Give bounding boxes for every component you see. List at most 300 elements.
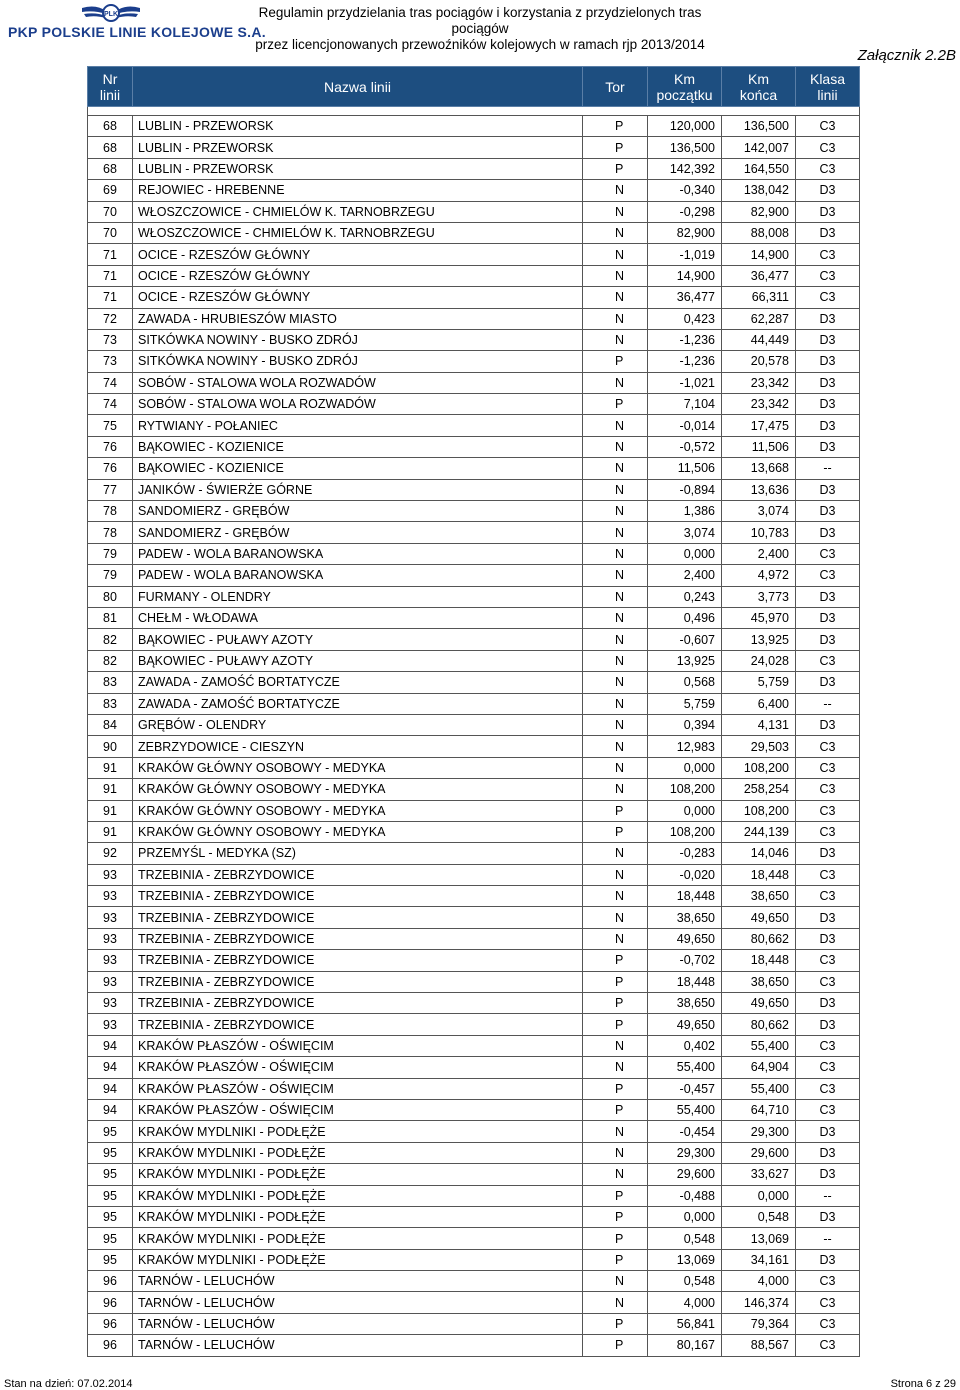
cell-line-number: 68 bbox=[88, 137, 133, 158]
plk-winged-emblem-icon bbox=[80, 2, 142, 26]
cell-line-number: 80 bbox=[88, 586, 133, 607]
table-row bbox=[88, 993, 860, 1014]
col-header-tor-text-0: Tor bbox=[605, 78, 625, 95]
cell-km-end: 14,046 bbox=[722, 843, 796, 864]
cell-line-class: C3 bbox=[796, 1078, 860, 1099]
cell-line-name: KRAKÓW PŁASZÓW - OŚWIĘCIM bbox=[133, 1099, 583, 1120]
table-row bbox=[88, 436, 860, 457]
cell-line-number: 91 bbox=[88, 779, 133, 800]
table-row bbox=[88, 672, 860, 693]
col-header-nr bbox=[88, 67, 133, 107]
table-row bbox=[88, 1014, 860, 1035]
cell-line-number: 78 bbox=[88, 501, 133, 522]
cell-km-end: 62,287 bbox=[722, 308, 796, 329]
cell-km-start: -0,457 bbox=[648, 1078, 722, 1099]
cell-km-start: 56,841 bbox=[648, 1313, 722, 1334]
table-row bbox=[88, 137, 860, 158]
cell-line-name: KRAKÓW PŁASZÓW - OŚWIĘCIM bbox=[133, 1057, 583, 1078]
table-row bbox=[88, 522, 860, 543]
col-header-class-text-0: Klasa bbox=[809, 70, 846, 87]
cell-track: N bbox=[583, 1035, 648, 1056]
cell-km-end: 0,548 bbox=[722, 1206, 796, 1227]
cell-km-start: 49,650 bbox=[648, 928, 722, 949]
cell-line-name: REJOWIEC - HREBENNE bbox=[133, 180, 583, 201]
cell-km-end: 64,710 bbox=[722, 1099, 796, 1120]
cell-line-class: C3 bbox=[796, 137, 860, 158]
cell-line-name: SANDOMIERZ - GRĘBÓW bbox=[133, 522, 583, 543]
table-row bbox=[88, 1035, 860, 1056]
cell-km-start: 0,568 bbox=[648, 672, 722, 693]
table-row bbox=[88, 415, 860, 436]
railway-lines-table bbox=[87, 66, 860, 1357]
table-row bbox=[88, 1121, 860, 1142]
table-row bbox=[88, 843, 860, 864]
cell-line-class: C3 bbox=[796, 1099, 860, 1120]
cell-km-start: 0,000 bbox=[648, 800, 722, 821]
table-row bbox=[88, 1271, 860, 1292]
cell-km-start: 36,477 bbox=[648, 287, 722, 308]
cell-km-start: 29,600 bbox=[648, 1164, 722, 1185]
cell-line-number: 94 bbox=[88, 1035, 133, 1056]
table-row bbox=[88, 1185, 860, 1206]
cell-line-number: 71 bbox=[88, 265, 133, 286]
cell-track: P bbox=[583, 1228, 648, 1249]
cell-km-start: 0,496 bbox=[648, 607, 722, 628]
cell-line-number: 82 bbox=[88, 650, 133, 671]
cell-line-class: C3 bbox=[796, 821, 860, 842]
cell-line-number: 91 bbox=[88, 757, 133, 778]
table-row bbox=[88, 244, 860, 265]
cell-km-start: -1,236 bbox=[648, 351, 722, 372]
cell-line-number: 83 bbox=[88, 693, 133, 714]
cell-track: N bbox=[583, 501, 648, 522]
cell-line-number: 74 bbox=[88, 372, 133, 393]
cell-km-end: 23,342 bbox=[722, 372, 796, 393]
cell-km-end: 66,311 bbox=[722, 287, 796, 308]
cell-line-number: 69 bbox=[88, 180, 133, 201]
cell-km-start: 120,000 bbox=[648, 116, 722, 137]
col-header-name bbox=[133, 67, 583, 107]
table-row bbox=[88, 1078, 860, 1099]
cell-track: P bbox=[583, 1014, 648, 1035]
table-row bbox=[88, 1057, 860, 1078]
cell-line-number: 95 bbox=[88, 1121, 133, 1142]
cell-line-number: 83 bbox=[88, 672, 133, 693]
cell-km-start: 1,386 bbox=[648, 501, 722, 522]
cell-track: N bbox=[583, 287, 648, 308]
cell-track: N bbox=[583, 650, 648, 671]
cell-line-number: 95 bbox=[88, 1142, 133, 1163]
table-row bbox=[88, 1313, 860, 1334]
cell-line-number: 81 bbox=[88, 607, 133, 628]
cell-km-start: 0,000 bbox=[648, 543, 722, 564]
cell-line-name: JANIKÓW - ŚWIERŻE GÓRNE bbox=[133, 479, 583, 500]
cell-line-class: D3 bbox=[796, 629, 860, 650]
cell-track: N bbox=[583, 607, 648, 628]
cell-track: N bbox=[583, 693, 648, 714]
cell-line-name: TRZEBINIA - ZEBRZYDOWICE bbox=[133, 907, 583, 928]
cell-line-number: 91 bbox=[88, 821, 133, 842]
cell-track: P bbox=[583, 993, 648, 1014]
cell-line-number: 90 bbox=[88, 736, 133, 757]
cell-line-number: 78 bbox=[88, 522, 133, 543]
table-row bbox=[88, 1249, 860, 1270]
cell-line-number: 95 bbox=[88, 1164, 133, 1185]
document-title bbox=[230, 5, 730, 53]
cell-track: N bbox=[583, 180, 648, 201]
cell-line-class: -- bbox=[796, 1185, 860, 1206]
cell-line-number: 96 bbox=[88, 1271, 133, 1292]
cell-track: N bbox=[583, 736, 648, 757]
cell-track: N bbox=[583, 543, 648, 564]
cell-km-end: 4,972 bbox=[722, 565, 796, 586]
cell-km-start: 136,500 bbox=[648, 137, 722, 158]
cell-line-class: C3 bbox=[796, 565, 860, 586]
cell-line-number: 95 bbox=[88, 1249, 133, 1270]
table-row bbox=[88, 501, 860, 522]
cell-km-end: 36,477 bbox=[722, 265, 796, 286]
cell-line-name: KRAKÓW PŁASZÓW - OŚWIĘCIM bbox=[133, 1078, 583, 1099]
cell-line-name: TRZEBINIA - ZEBRZYDOWICE bbox=[133, 971, 583, 992]
cell-line-number: 76 bbox=[88, 458, 133, 479]
cell-line-number: 84 bbox=[88, 714, 133, 735]
cell-km-start: 38,650 bbox=[648, 993, 722, 1014]
cell-line-number: 71 bbox=[88, 244, 133, 265]
cell-line-number: 70 bbox=[88, 222, 133, 243]
cell-line-number: 95 bbox=[88, 1228, 133, 1249]
cell-km-end: 23,342 bbox=[722, 394, 796, 415]
table-row bbox=[88, 1228, 860, 1249]
cell-line-class: D3 bbox=[796, 372, 860, 393]
cell-line-class: D3 bbox=[796, 586, 860, 607]
table-row bbox=[88, 629, 860, 650]
cell-km-start: -0,283 bbox=[648, 843, 722, 864]
cell-line-name: KRAKÓW GŁÓWNY OSOBOWY - MEDYKA bbox=[133, 800, 583, 821]
cell-line-name: SITKÓWKA NOWINY - BUSKO ZDRÓJ bbox=[133, 351, 583, 372]
cell-track: N bbox=[583, 201, 648, 222]
cell-km-end: 17,475 bbox=[722, 415, 796, 436]
cell-line-name: BĄKOWIEC - KOZIENICE bbox=[133, 436, 583, 457]
cell-line-class: D3 bbox=[796, 329, 860, 350]
cell-km-end: 49,650 bbox=[722, 907, 796, 928]
cell-track: N bbox=[583, 415, 648, 436]
table-row bbox=[88, 864, 860, 885]
cell-line-class: D3 bbox=[796, 1164, 860, 1185]
cell-km-start: 108,200 bbox=[648, 821, 722, 842]
table-spacer-row bbox=[88, 107, 860, 116]
cell-line-number: 73 bbox=[88, 351, 133, 372]
cell-line-name: TRZEBINIA - ZEBRZYDOWICE bbox=[133, 993, 583, 1014]
cell-km-start: 0,402 bbox=[648, 1035, 722, 1056]
col-header-km-end-text-1: końca bbox=[739, 86, 778, 103]
cell-line-number: 71 bbox=[88, 287, 133, 308]
cell-line-name: KRAKÓW GŁÓWNY OSOBOWY - MEDYKA bbox=[133, 779, 583, 800]
cell-line-number: 76 bbox=[88, 436, 133, 457]
cell-line-name: OCICE - RZESZÓW GŁÓWNY bbox=[133, 244, 583, 265]
cell-km-start: 0,548 bbox=[648, 1271, 722, 1292]
cell-km-start: 0,000 bbox=[648, 1206, 722, 1227]
cell-km-start: 5,759 bbox=[648, 693, 722, 714]
cell-line-class: D3 bbox=[796, 907, 860, 928]
col-header-km-start-text-0: Km bbox=[674, 70, 695, 87]
cell-line-name: LUBLIN - PRZEWORSK bbox=[133, 116, 583, 137]
col-header-tor bbox=[583, 67, 648, 107]
cell-line-name: PADEW - WOLA BARANOWSKA bbox=[133, 565, 583, 586]
cell-track: N bbox=[583, 1057, 648, 1078]
cell-line-name: ZAWADA - HRUBIESZÓW MIASTO bbox=[133, 308, 583, 329]
cell-line-number: 93 bbox=[88, 907, 133, 928]
table-row bbox=[88, 650, 860, 671]
cell-track: N bbox=[583, 714, 648, 735]
cell-line-class: D3 bbox=[796, 672, 860, 693]
cell-km-end: 88,567 bbox=[722, 1335, 796, 1356]
cell-track: P bbox=[583, 1206, 648, 1227]
cell-line-name: PRZEMYŚL - MEDYKA (SZ) bbox=[133, 843, 583, 864]
table-row bbox=[88, 1206, 860, 1227]
cell-line-number: 82 bbox=[88, 629, 133, 650]
cell-track: N bbox=[583, 265, 648, 286]
cell-line-class: D3 bbox=[796, 415, 860, 436]
cell-track: P bbox=[583, 394, 648, 415]
cell-km-end: 55,400 bbox=[722, 1078, 796, 1099]
cell-line-name: KRAKÓW MYDLNIKI - PODŁĘŻE bbox=[133, 1206, 583, 1227]
cell-track: P bbox=[583, 1078, 648, 1099]
cell-line-class: D3 bbox=[796, 308, 860, 329]
cell-line-number: 93 bbox=[88, 864, 133, 885]
cell-km-end: 138,042 bbox=[722, 180, 796, 201]
table-row bbox=[88, 736, 860, 757]
cell-track: P bbox=[583, 116, 648, 137]
cell-km-end: 258,254 bbox=[722, 779, 796, 800]
cell-km-start: -0,454 bbox=[648, 1121, 722, 1142]
cell-line-name: TRZEBINIA - ZEBRZYDOWICE bbox=[133, 1014, 583, 1035]
cell-track: N bbox=[583, 1271, 648, 1292]
cell-km-end: 29,600 bbox=[722, 1142, 796, 1163]
table-row bbox=[88, 714, 860, 735]
cell-track: N bbox=[583, 522, 648, 543]
cell-line-class: C3 bbox=[796, 1271, 860, 1292]
cell-line-name: WŁOSZCZOWICE - CHMIELÓW K. TARNOBRZEGU bbox=[133, 201, 583, 222]
cell-line-name: OCICE - RZESZÓW GŁÓWNY bbox=[133, 265, 583, 286]
cell-km-start: 18,448 bbox=[648, 886, 722, 907]
cell-line-class: D3 bbox=[796, 436, 860, 457]
cell-track: N bbox=[583, 629, 648, 650]
col-header-km-start bbox=[648, 67, 722, 107]
cell-km-end: 80,662 bbox=[722, 928, 796, 949]
cell-track: N bbox=[583, 308, 648, 329]
table-row bbox=[88, 116, 860, 137]
cell-line-name: SOBÓW - STALOWA WOLA ROZWADÓW bbox=[133, 372, 583, 393]
col-header-km-start-text-1: początku bbox=[656, 86, 713, 103]
cell-km-start: 12,983 bbox=[648, 736, 722, 757]
cell-track: N bbox=[583, 1121, 648, 1142]
cell-line-class: D3 bbox=[796, 479, 860, 500]
cell-km-end: 108,200 bbox=[722, 800, 796, 821]
table-row bbox=[88, 565, 860, 586]
cell-km-end: 14,900 bbox=[722, 244, 796, 265]
cell-track: N bbox=[583, 222, 648, 243]
cell-line-name: KRAKÓW MYDLNIKI - PODŁĘŻE bbox=[133, 1185, 583, 1206]
cell-track: P bbox=[583, 971, 648, 992]
cell-km-start: 13,069 bbox=[648, 1249, 722, 1270]
cell-line-class: C3 bbox=[796, 779, 860, 800]
footer-page-number: Strona 6 z 29 bbox=[890, 1378, 956, 1390]
cell-track: N bbox=[583, 244, 648, 265]
cell-line-class: C3 bbox=[796, 800, 860, 821]
col-header-class bbox=[796, 67, 860, 107]
cell-line-name: SOBÓW - STALOWA WOLA ROZWADÓW bbox=[133, 394, 583, 415]
table-row bbox=[88, 779, 860, 800]
cell-line-number: 77 bbox=[88, 479, 133, 500]
cell-line-number: 74 bbox=[88, 394, 133, 415]
cell-km-start: -1,019 bbox=[648, 244, 722, 265]
cell-line-number: 73 bbox=[88, 329, 133, 350]
cell-line-name: TRZEBINIA - ZEBRZYDOWICE bbox=[133, 950, 583, 971]
cell-km-start: 82,900 bbox=[648, 222, 722, 243]
cell-km-end: 88,008 bbox=[722, 222, 796, 243]
table-row bbox=[88, 1099, 860, 1120]
cell-line-name: BĄKOWIEC - KOZIENICE bbox=[133, 458, 583, 479]
cell-km-start: 38,650 bbox=[648, 907, 722, 928]
cell-line-class: C3 bbox=[796, 1035, 860, 1056]
cell-km-end: 136,500 bbox=[722, 116, 796, 137]
cell-line-name: TARNÓW - LELUCHÓW bbox=[133, 1292, 583, 1313]
cell-km-start: 18,448 bbox=[648, 971, 722, 992]
cell-km-end: 29,503 bbox=[722, 736, 796, 757]
cell-km-start: 55,400 bbox=[648, 1099, 722, 1120]
cell-km-end: 38,650 bbox=[722, 971, 796, 992]
cell-km-end: 49,650 bbox=[722, 993, 796, 1014]
cell-km-start: 49,650 bbox=[648, 1014, 722, 1035]
cell-line-number: 93 bbox=[88, 971, 133, 992]
col-header-nr-text-1: linii bbox=[99, 86, 121, 103]
cell-km-start: 29,300 bbox=[648, 1142, 722, 1163]
cell-line-class: C3 bbox=[796, 886, 860, 907]
cell-line-class: D3 bbox=[796, 522, 860, 543]
cell-line-name: TRZEBINIA - ZEBRZYDOWICE bbox=[133, 886, 583, 907]
cell-km-end: 13,668 bbox=[722, 458, 796, 479]
table-row bbox=[88, 1164, 860, 1185]
cell-line-number: 93 bbox=[88, 993, 133, 1014]
cell-line-class: C3 bbox=[796, 950, 860, 971]
cell-line-class: D3 bbox=[796, 1249, 860, 1270]
cell-track: N bbox=[583, 458, 648, 479]
table-row bbox=[88, 586, 860, 607]
cell-line-number: 95 bbox=[88, 1185, 133, 1206]
cell-km-start: 4,000 bbox=[648, 1292, 722, 1313]
cell-km-start: 142,392 bbox=[648, 158, 722, 179]
table-row bbox=[88, 1292, 860, 1313]
cell-km-end: 44,449 bbox=[722, 329, 796, 350]
cell-km-end: 164,550 bbox=[722, 158, 796, 179]
cell-line-name: KRAKÓW GŁÓWNY OSOBOWY - MEDYKA bbox=[133, 821, 583, 842]
cell-track: N bbox=[583, 1292, 648, 1313]
cell-km-end: 10,783 bbox=[722, 522, 796, 543]
cell-line-number: 94 bbox=[88, 1099, 133, 1120]
cell-km-end: 45,970 bbox=[722, 607, 796, 628]
cell-line-number: 70 bbox=[88, 201, 133, 222]
cell-line-class: D3 bbox=[796, 351, 860, 372]
cell-line-name: SITKÓWKA NOWINY - BUSKO ZDRÓJ bbox=[133, 329, 583, 350]
cell-line-number: 68 bbox=[88, 116, 133, 137]
cell-line-class: D3 bbox=[796, 928, 860, 949]
cell-line-class: C3 bbox=[796, 864, 860, 885]
cell-line-number: 96 bbox=[88, 1313, 133, 1334]
table-row bbox=[88, 351, 860, 372]
cell-km-end: 82,900 bbox=[722, 201, 796, 222]
cell-km-end: 18,448 bbox=[722, 864, 796, 885]
cell-line-name: KRAKÓW GŁÓWNY OSOBOWY - MEDYKA bbox=[133, 757, 583, 778]
cell-line-class: C3 bbox=[796, 543, 860, 564]
cell-km-end: 34,161 bbox=[722, 1249, 796, 1270]
pkp-plk-logo bbox=[8, 2, 266, 42]
cell-track: P bbox=[583, 351, 648, 372]
col-header-km-end-text-0: Km bbox=[748, 70, 769, 87]
cell-line-class: D3 bbox=[796, 993, 860, 1014]
cell-line-class: C3 bbox=[796, 287, 860, 308]
cell-line-class: C3 bbox=[796, 244, 860, 265]
cell-km-start: -0,340 bbox=[648, 180, 722, 201]
cell-line-class: C3 bbox=[796, 736, 860, 757]
cell-km-end: 0,000 bbox=[722, 1185, 796, 1206]
cell-line-number: 94 bbox=[88, 1057, 133, 1078]
cell-line-class: D3 bbox=[796, 1142, 860, 1163]
table-row bbox=[88, 372, 860, 393]
cell-line-name: ZEBRZYDOWICE - CIESZYN bbox=[133, 736, 583, 757]
cell-track: N bbox=[583, 1142, 648, 1163]
cell-km-start: 80,167 bbox=[648, 1335, 722, 1356]
cell-track: N bbox=[583, 565, 648, 586]
cell-km-start: 55,400 bbox=[648, 1057, 722, 1078]
cell-line-name: TARNÓW - LELUCHÓW bbox=[133, 1271, 583, 1292]
cell-track: P bbox=[583, 1335, 648, 1356]
table-row bbox=[88, 971, 860, 992]
cell-km-start: 0,000 bbox=[648, 757, 722, 778]
cell-km-end: 29,300 bbox=[722, 1121, 796, 1142]
footer-date: Stan na dzień: 07.02.2014 bbox=[4, 1378, 133, 1390]
cell-track: N bbox=[583, 843, 648, 864]
cell-line-class: C3 bbox=[796, 1292, 860, 1313]
cell-line-class: C3 bbox=[796, 1313, 860, 1334]
cell-track: P bbox=[583, 800, 648, 821]
table-row bbox=[88, 928, 860, 949]
cell-line-number: 93 bbox=[88, 1014, 133, 1035]
cell-line-number: 79 bbox=[88, 565, 133, 586]
attachment-label: Załącznik 2.2B bbox=[857, 47, 956, 64]
cell-line-class: D3 bbox=[796, 394, 860, 415]
title-line-1: Regulamin przydzielania tras pociągów i korzystania z przydzielonych tras pociągów bbox=[258, 5, 702, 36]
table-row bbox=[88, 287, 860, 308]
cell-track: N bbox=[583, 479, 648, 500]
cell-line-name: TRZEBINIA - ZEBRZYDOWICE bbox=[133, 928, 583, 949]
cell-km-end: 13,069 bbox=[722, 1228, 796, 1249]
cell-km-start: -1,021 bbox=[648, 372, 722, 393]
cell-track: N bbox=[583, 329, 648, 350]
cell-km-start: 0,423 bbox=[648, 308, 722, 329]
cell-track: N bbox=[583, 928, 648, 949]
cell-km-start: 3,074 bbox=[648, 522, 722, 543]
table-row bbox=[88, 757, 860, 778]
cell-line-number: 93 bbox=[88, 928, 133, 949]
cell-track: P bbox=[583, 950, 648, 971]
cell-km-start: 13,925 bbox=[648, 650, 722, 671]
cell-line-class: C3 bbox=[796, 1335, 860, 1356]
cell-line-class: D3 bbox=[796, 843, 860, 864]
cell-km-end: 18,448 bbox=[722, 950, 796, 971]
cell-line-name: KRAKÓW PŁASZÓW - OŚWIĘCIM bbox=[133, 1035, 583, 1056]
cell-line-number: 93 bbox=[88, 950, 133, 971]
cell-km-start: -0,298 bbox=[648, 201, 722, 222]
